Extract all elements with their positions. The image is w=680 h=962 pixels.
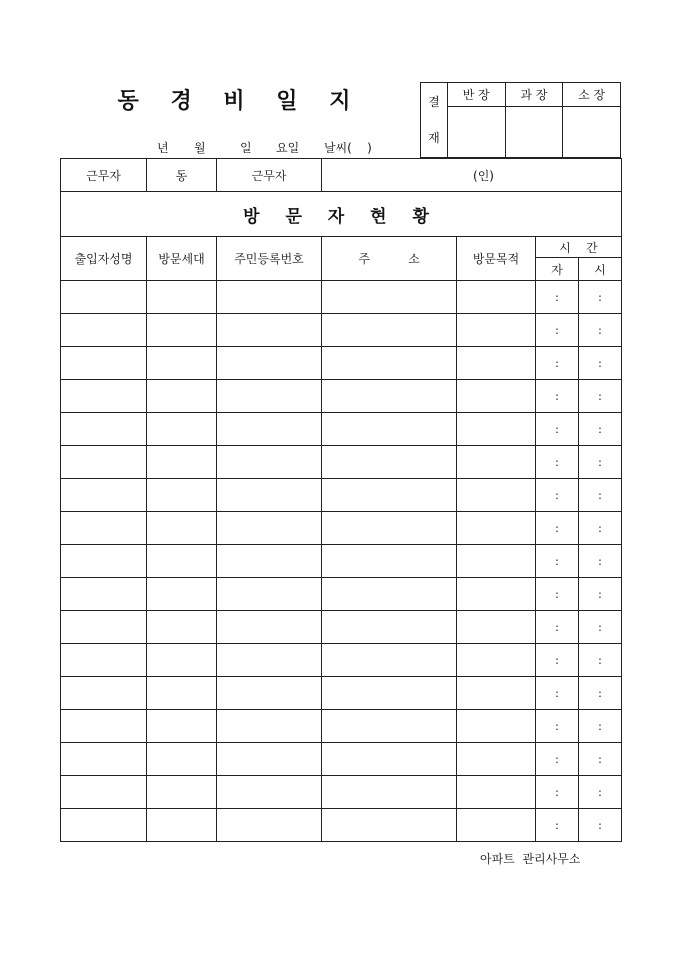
time-in-cell[interactable]: : [536,644,579,677]
purpose-cell[interactable] [457,281,536,314]
household-cell[interactable] [147,677,217,710]
time-out-cell[interactable]: : [579,314,622,347]
purpose-cell[interactable] [457,413,536,446]
household-cell[interactable] [147,347,217,380]
time-out-cell[interactable]: : [579,776,622,809]
time-out-cell[interactable]: : [579,380,622,413]
time-out-cell[interactable]: : [579,281,622,314]
date-month-label: 월 [194,141,206,155]
address-cell[interactable] [322,347,457,380]
household-cell[interactable] [147,479,217,512]
time-in-cell[interactable]: : [536,545,579,578]
household-cell[interactable] [147,644,217,677]
address-cell[interactable] [322,677,457,710]
purpose-cell[interactable] [457,578,536,611]
header-id-number: 주민등록번호 [217,237,322,281]
purpose-cell[interactable] [457,545,536,578]
table-row [61,677,622,710]
purpose-cell[interactable] [457,611,536,644]
address-cell[interactable] [322,545,457,578]
id-number-cell[interactable] [217,479,322,512]
address-cell[interactable] [322,611,457,644]
household-cell[interactable] [147,743,217,776]
visitor-name-cell[interactable] [61,281,147,314]
visitor-name-cell[interactable] [61,809,147,842]
footer-office: 아파트 관리사무소 [480,852,581,866]
time-in-cell[interactable]: : [536,281,579,314]
purpose-cell[interactable] [457,512,536,545]
time-out-cell[interactable]: : [579,512,622,545]
household-cell[interactable] [147,710,217,743]
visitor-name-cell[interactable] [61,644,147,677]
address-cell[interactable] [322,281,457,314]
table-row [61,281,622,314]
time-in-cell[interactable]: : [536,611,579,644]
time-in-cell[interactable]: : [536,380,579,413]
visitor-rows [61,281,622,842]
household-cell[interactable] [147,380,217,413]
approval-box [420,82,621,158]
time-in-cell[interactable]: : [536,677,579,710]
time-out-cell[interactable]: : [579,347,622,380]
household-cell[interactable] [147,545,217,578]
time-out-cell[interactable]: : [579,743,622,776]
visitor-name-cell[interactable] [61,545,147,578]
time-out-cell[interactable]: : [579,644,622,677]
id-number-cell[interactable] [217,776,322,809]
address-cell[interactable] [322,413,457,446]
household-cell[interactable] [147,446,217,479]
time-in-cell[interactable]: : [536,710,579,743]
approval-role: 반 장 [447,83,505,107]
id-number-cell[interactable] [217,809,322,842]
time-in-cell[interactable]: : [536,743,579,776]
approval-role: 소 장 [563,83,621,107]
household-cell[interactable] [147,314,217,347]
id-number-cell[interactable] [217,380,322,413]
household-cell[interactable] [147,512,217,545]
approval-label-bottom: 재 [428,131,440,145]
purpose-cell[interactable] [457,809,536,842]
header-minute: 시 [579,258,622,281]
id-number-cell[interactable] [217,281,322,314]
table-row [61,743,622,776]
visitor-name-cell[interactable] [61,479,147,512]
visitor-name-cell[interactable] [61,611,147,644]
table-row [61,314,622,347]
id-number-cell[interactable] [217,644,322,677]
seal-label: (인) [473,168,494,183]
visitor-name-cell[interactable] [61,578,147,611]
table-row [61,809,622,842]
visitor-log-table [60,158,622,842]
household-cell[interactable] [147,281,217,314]
time-out-cell[interactable]: : [579,446,622,479]
time-in-cell[interactable]: : [536,446,579,479]
address-cell[interactable] [322,644,457,677]
address-cell[interactable] [322,479,457,512]
time-out-cell[interactable]: : [579,479,622,512]
dong-label: 동 [147,159,217,192]
purpose-cell[interactable] [457,710,536,743]
approval-label [421,83,448,158]
time-in-cell[interactable]: : [536,347,579,380]
id-number-cell[interactable] [217,446,322,479]
time-in-cell[interactable]: : [536,776,579,809]
visitor-name-cell[interactable] [61,710,147,743]
table-row [61,446,622,479]
time-out-cell[interactable]: : [579,578,622,611]
time-in-cell[interactable]: : [536,809,579,842]
table-row [61,347,622,380]
time-out-cell[interactable]: : [579,710,622,743]
shift-label: 근무자 [61,159,147,192]
household-cell[interactable] [147,413,217,446]
header-time: 시 간 [536,237,622,258]
purpose-cell[interactable] [457,743,536,776]
seal-field[interactable] [322,159,622,192]
purpose-cell[interactable] [457,347,536,380]
time-in-cell[interactable]: : [536,413,579,446]
id-number-cell[interactable] [217,413,322,446]
table-row [61,710,622,743]
address-cell[interactable] [322,776,457,809]
header-purpose: 방문목적 [457,237,536,281]
table-row [61,413,622,446]
date-year-label: 년 [157,141,169,155]
id-number-cell[interactable] [217,314,322,347]
household-cell[interactable] [147,611,217,644]
address-cell[interactable] [322,314,457,347]
id-number-cell[interactable] [217,512,322,545]
signature-cell[interactable] [447,107,505,158]
purpose-cell[interactable] [457,644,536,677]
purpose-cell[interactable] [457,776,536,809]
approval-role: 과 장 [505,83,563,107]
header-address: 주 소 [322,237,457,281]
visitor-name-cell[interactable] [61,677,147,710]
household-cell[interactable] [147,776,217,809]
shift-label: 근무자 [217,159,322,192]
time-out-cell[interactable]: : [579,611,622,644]
id-number-cell[interactable] [217,710,322,743]
date-weekday-label: 요일 [276,141,300,155]
time-out-cell[interactable]: : [579,545,622,578]
header-hour: 자 [536,258,579,281]
id-number-cell[interactable] [217,611,322,644]
household-cell[interactable] [147,578,217,611]
visitor-name-cell[interactable] [61,743,147,776]
purpose-cell[interactable] [457,314,536,347]
visitor-name-cell[interactable] [61,314,147,347]
table-row [61,578,622,611]
time-out-cell[interactable]: : [579,413,622,446]
address-cell[interactable] [322,578,457,611]
visitor-name-cell[interactable] [61,413,147,446]
visitor-name-cell[interactable] [61,347,147,380]
table-row [61,545,622,578]
address-cell[interactable] [322,710,457,743]
household-cell[interactable] [147,809,217,842]
id-number-cell[interactable] [217,347,322,380]
section-title: 방 문 자 현 황 [61,192,622,237]
table-row [61,479,622,512]
visitor-name-cell[interactable] [61,512,147,545]
visitor-name-cell[interactable] [61,446,147,479]
address-cell[interactable] [322,743,457,776]
visitor-name-cell[interactable] [61,380,147,413]
time-out-cell[interactable]: : [579,677,622,710]
address-cell[interactable] [322,512,457,545]
signature-cell[interactable] [505,107,563,158]
time-in-cell[interactable]: : [536,314,579,347]
table-row [61,611,622,644]
address-cell[interactable] [322,446,457,479]
id-number-cell[interactable] [217,545,322,578]
table-row [61,380,622,413]
signature-cell[interactable] [563,107,621,158]
approval-label-top: 결 [428,95,440,109]
purpose-cell[interactable] [457,380,536,413]
address-cell[interactable] [322,380,457,413]
header-name: 출입자성명 [61,237,147,281]
time-out-cell[interactable]: : [579,809,622,842]
id-number-cell[interactable] [217,677,322,710]
time-in-cell[interactable]: : [536,479,579,512]
table-row [61,644,622,677]
time-in-cell[interactable]: : [536,512,579,545]
shift-row [61,159,622,192]
header-household: 방문세대 [147,237,217,281]
date-day-label: 일 [240,141,252,155]
address-cell[interactable] [322,809,457,842]
purpose-cell[interactable] [457,677,536,710]
visitor-name-cell[interactable] [61,776,147,809]
id-number-cell[interactable] [217,743,322,776]
table-row [61,512,622,545]
table-row [61,776,622,809]
time-in-cell[interactable]: : [536,578,579,611]
document-title: 동 경 비 일 지 [117,88,363,114]
id-number-cell[interactable] [217,578,322,611]
date-weather-label: 날씨( ) [324,141,372,155]
purpose-cell[interactable] [457,446,536,479]
purpose-cell[interactable] [457,479,536,512]
